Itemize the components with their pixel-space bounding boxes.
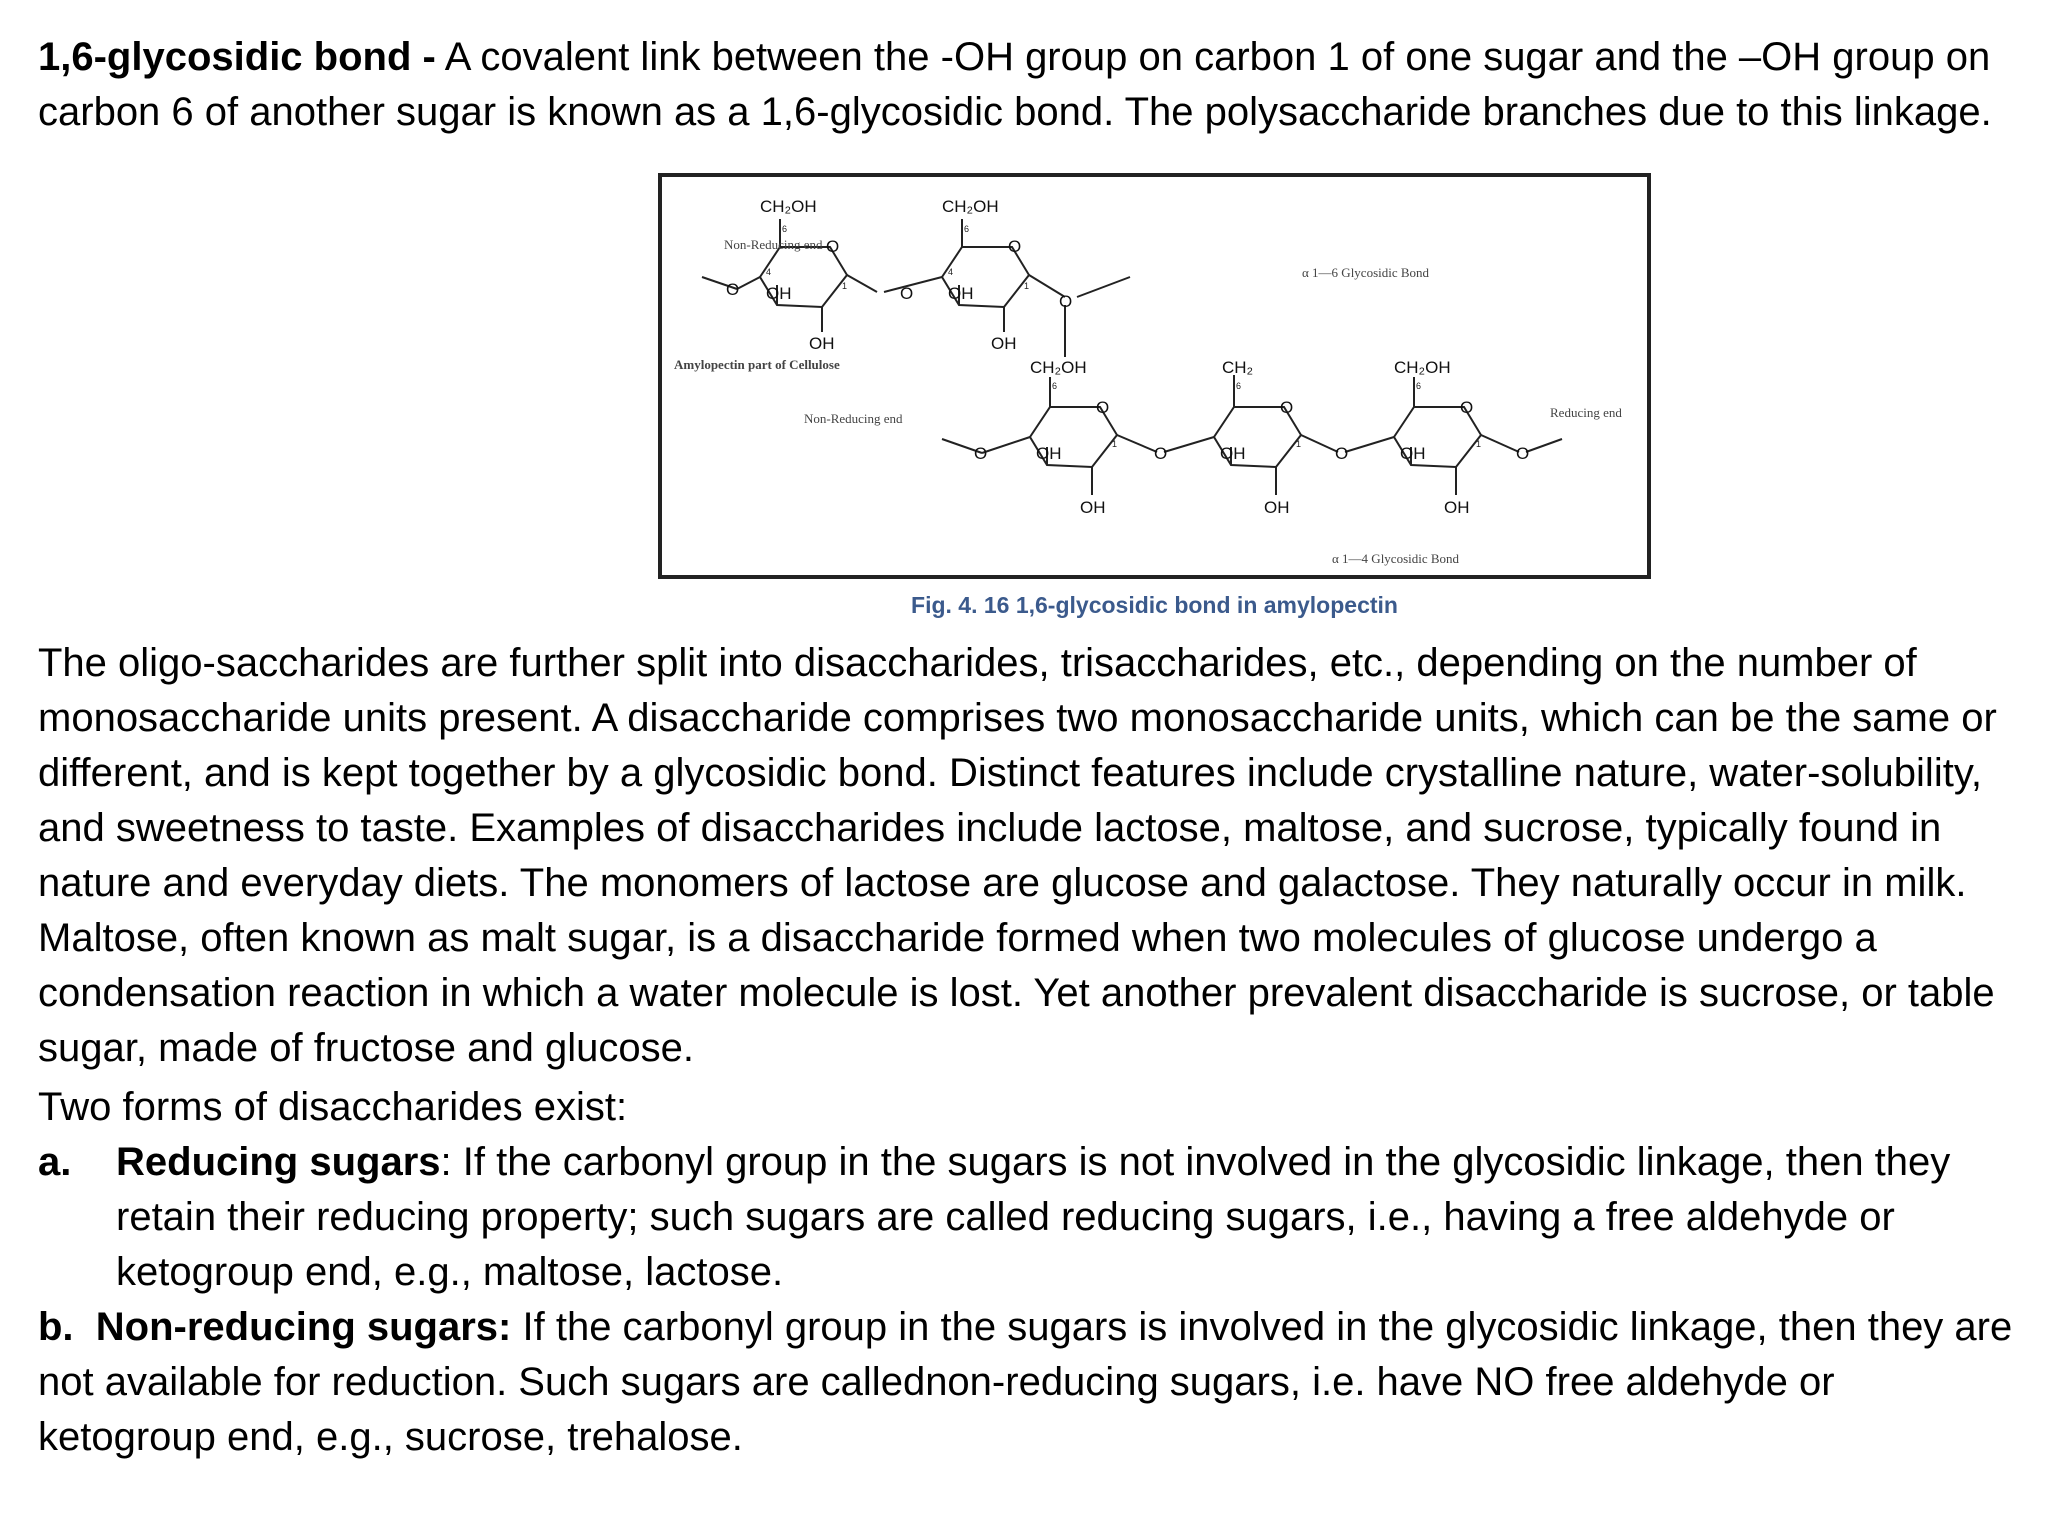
label-alpha-1-4-bond: α 1—4 Glycosidic Bond <box>1332 551 1460 566</box>
svg-text:1: 1 <box>1296 439 1302 449</box>
o-linkage-bottom-end: O <box>974 444 988 463</box>
figure-caption: Fig. 4. 16 1,6-glycosidic bond in amylopectin <box>911 592 1398 618</box>
o-linkage-top-1: O <box>900 284 914 303</box>
list-marker-a: a. <box>38 1140 72 1184</box>
ring-o-bottom-1: O <box>1096 398 1110 417</box>
svg-text:1: 1 <box>1112 439 1118 449</box>
svg-text:6: 6 <box>964 224 970 234</box>
svg-text:6: 6 <box>1416 381 1422 391</box>
ring-o-bottom-2: O <box>1280 398 1294 417</box>
term-reducing-sugars: Reducing sugars <box>116 1140 441 1184</box>
ch2oh-top-2: CH₂OH <box>942 197 999 216</box>
ch2oh-bottom-3: CH₂OH <box>1394 358 1451 377</box>
label-non-reducing-end-top: Non-Reducing end <box>724 237 823 252</box>
amylopectin-figure <box>658 173 1651 579</box>
oh-ring-bottom-1: OH <box>1036 444 1062 463</box>
reducing-sugars-text: : If the carbonyl group in the sugars is not involved in the glycosidic linkage, then they retain their reducing property; such sugars are called reducing sugars, i.e., having a free aldehyde or ketogroup end, e.g., maltose, lactose. <box>116 1140 1951 1294</box>
oh-top-2: OH <box>991 334 1017 353</box>
ch2oh-bottom-1: CH₂OH <box>1030 358 1087 377</box>
o-linkage-top-end: O <box>726 280 740 299</box>
label-non-reducing-end-bottom: Non-Reducing end <box>804 411 903 426</box>
svg-text:6: 6 <box>1052 381 1058 391</box>
svg-text:6: 6 <box>1236 381 1242 391</box>
oh-bottom-1: OH <box>1080 498 1106 517</box>
list-item-reducing-sugars <box>38 1135 2023 1300</box>
label-alpha-1-6-bond: α 1—6 Glycosidic Bond <box>1302 265 1430 280</box>
oh-bottom-3: OH <box>1444 498 1470 517</box>
svg-text:1: 1 <box>842 281 848 291</box>
oh-ring-bottom-3: OH <box>1400 444 1426 463</box>
svg-text:4: 4 <box>766 267 772 277</box>
ring-o-bottom-3: O <box>1460 398 1474 417</box>
definition-text: A covalent link between the -OH group on carbon 1 of one sugar and the –OH group on carbon 6 of another sugar is known as a 1,6-glycosidic bond. The polysaccharide branches due to this linkage. <box>38 35 1992 134</box>
paragraph-two-forms: Two forms of disaccharides exist: <box>38 1085 628 1129</box>
label-reducing-end: Reducing end <box>1550 405 1622 420</box>
svg-text:1: 1 <box>1476 439 1482 449</box>
bottom-chain-bonds <box>942 375 1562 495</box>
svg-text:4: 4 <box>948 267 954 277</box>
list-item-non-reducing-sugars <box>38 1300 2023 1465</box>
list-marker-b: b. <box>38 1305 74 1349</box>
ring-o-top-1: O <box>826 237 840 256</box>
ring-o-top-2: O <box>1008 237 1022 256</box>
svg-text:1: 1 <box>1024 281 1030 291</box>
ch2-bottom-2: CH₂ <box>1222 358 1254 377</box>
ch2oh-top-1: CH₂OH <box>760 197 817 216</box>
oh-ring-top-1: OH <box>766 284 792 303</box>
oh-bottom-2: OH <box>1264 498 1290 517</box>
paragraph-oligosaccharides: The oligo-saccharides are further split into disaccharides, trisaccharides, etc., depending on the number of monosaccharide units present. A disaccharide comprises two monosaccharide units, which can be the same or different, and is kept together by a glycosidic bond. Distinct features include crystalline nature, water-solubility, and sweetness to taste. Examples of disaccharides include lactose, maltose, and sucrose, typically found in nature and everyday diets. The monomers of lactose are glucose and galactose. They naturally occur in milk. Maltose, often known as malt sugar, is a disaccharide formed when two molecules of glucose undergo a condensation reaction in which a water molecule is lost. Yet another prevalent disaccharide is sucrose, or table sugar, made of fructose and glucose. <box>38 641 1997 1070</box>
term-non-reducing-sugars: Non-reducing sugars: <box>95 1305 512 1349</box>
oh-ring-bottom-2: OH <box>1220 444 1246 463</box>
label-amylopectin-part: Amylopectin part of Cellulose <box>674 357 840 372</box>
svg-text:6: 6 <box>782 224 788 234</box>
o-linkage-bottom-3: O <box>1516 444 1530 463</box>
o-linkage-16: O <box>1059 292 1073 311</box>
oh-ring-top-2: OH <box>948 284 974 303</box>
term-16-glycosidic-bond: 1,6-glycosidic bond - <box>38 35 436 79</box>
paragraph-definition <box>38 30 2023 140</box>
list-body-a <box>116 1135 2023 1300</box>
o-linkage-bottom-2: O <box>1335 444 1349 463</box>
amylopectin-structure-diagram <box>662 177 1647 575</box>
non-reducing-sugars-text: If the carbonyl group in the sugars is involved in the glycosidic linkage, then they are not available for reduction. Such sugars are callednon-reducing sugars, i.e. have NO free aldehyde or ketogroup end, e.g., sucrose, trehalose. <box>38 1305 2013 1459</box>
o-linkage-bottom-1: O <box>1154 444 1168 463</box>
oh-top-1: OH <box>809 334 835 353</box>
